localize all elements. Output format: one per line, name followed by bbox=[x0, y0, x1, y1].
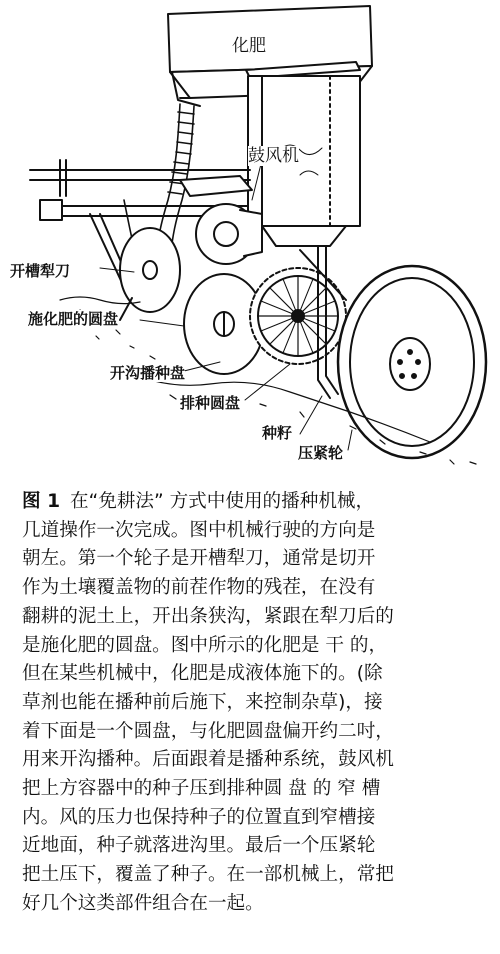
label-seed: 种籽 bbox=[262, 424, 293, 442]
caption-line: 几道操作一次完成。图中机械行驶的方向是 bbox=[22, 519, 376, 541]
figure-number: 图 1 bbox=[22, 491, 61, 512]
caption-text: 在“免耕法” 方式中使用的播种机械， bbox=[70, 491, 375, 512]
seed-metering-disk bbox=[250, 268, 346, 364]
label-blower: 鼓风机 bbox=[248, 146, 299, 166]
caption-line: 是施化肥的圆盘。图中所示的化肥是 干 的， bbox=[22, 634, 388, 656]
caption-line: 草剂也能在播种前后施下，来控制杂草)，接 bbox=[22, 691, 383, 713]
label-fertilizer-disk: 施化肥的圆盘 bbox=[28, 310, 119, 328]
caption-line bbox=[22, 488, 482, 517]
label-seed-disk: 排种圆盘 bbox=[180, 394, 241, 412]
caption-line: 近地面，种子就落进沟里。最后一个压紧轮 bbox=[22, 835, 376, 857]
label-furrow-disk: 开沟播种盘 bbox=[110, 364, 186, 382]
label-press-wheel: 压紧轮 bbox=[298, 444, 344, 462]
caption-line: 但在某些机械中，化肥是成液体施下的。(除 bbox=[22, 663, 383, 685]
label-fertilizer: 化肥 bbox=[232, 36, 266, 56]
caption-line: 着下面是一个圆盘，与化肥圆盘偏开约二吋， bbox=[22, 720, 394, 742]
caption-line: 翻耕的泥土上，开出条狭沟，紧跟在犁刀后的 bbox=[22, 605, 394, 627]
caption-line: 作为土壤覆盖物的前茬作物的残茬，在没有 bbox=[22, 577, 376, 599]
figure-caption bbox=[22, 488, 482, 919]
caption-line: 用来开沟播种。后面跟着是播种系统，鼓风机 bbox=[22, 749, 394, 771]
coulter-disk bbox=[120, 228, 180, 320]
caption-line: 内。风的压力也保持种子的位置直到窄槽接 bbox=[22, 806, 376, 828]
caption-line: 好几个这类部件组合在一起。 bbox=[22, 892, 264, 914]
blower-housing bbox=[196, 204, 262, 264]
label-coulter: 开槽犁刀 bbox=[10, 262, 71, 280]
caption-line: 把上方容器中的种子压到排种圆 盘 的 窄 槽 bbox=[22, 778, 381, 800]
caption-line: 把土压下，覆盖了种子。在一部机械上，常把 bbox=[22, 864, 394, 886]
caption-line: 朝左。第一个轮子是开槽犁刀，通常是切开 bbox=[22, 548, 376, 570]
